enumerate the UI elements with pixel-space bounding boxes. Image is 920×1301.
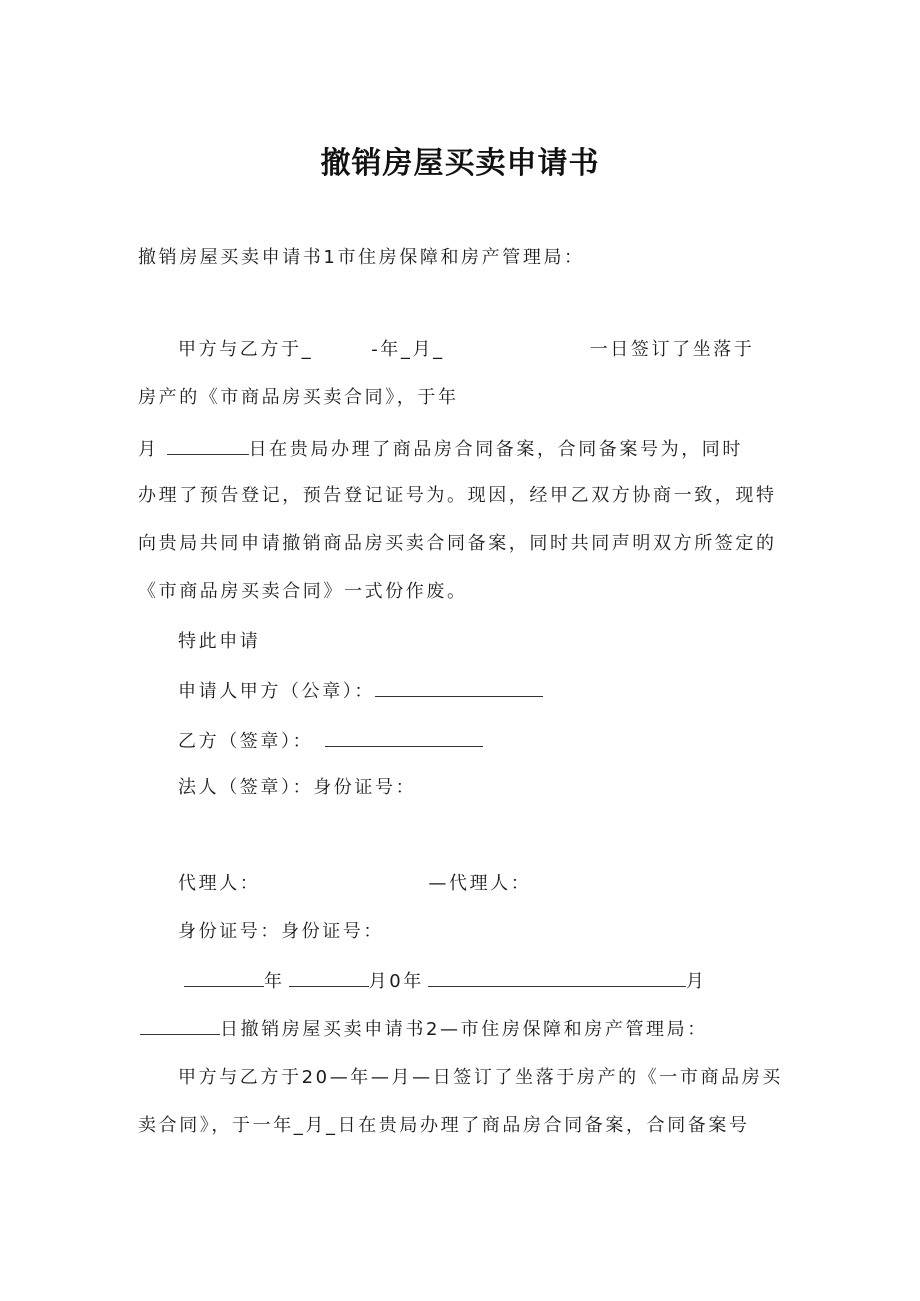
second-para-line2: 卖合同》，于一年_月_日在贵局办理了商品房合同备案，合同备案号 bbox=[138, 1115, 750, 1136]
para1-line5: 向贵局共同申请撤销商品房买卖合同备案，同时共同声明双方所签定的 bbox=[138, 533, 777, 554]
para1-line1-b: -年_月_ bbox=[371, 339, 445, 360]
applicant-a-label: 申请人甲方（公章）： bbox=[178, 681, 375, 702]
closing-text: 特此申请 bbox=[178, 631, 261, 652]
para1-line4: 办理了预告登记，预告登记证号为。现因，经甲乙双方协商一致，现特 bbox=[138, 485, 777, 506]
second-para-line1: 甲方与乙方于20—年—月—日签订了坐落于房产的《一市商品房买 bbox=[178, 1067, 783, 1088]
id-number-line: 身份证号：身份证号： bbox=[178, 921, 384, 942]
date-month: 月 bbox=[685, 971, 707, 992]
second-heading-line bbox=[140, 1016, 708, 1042]
blank-underline bbox=[428, 968, 686, 987]
para1-line2: 房产的《市商品房买卖合同》，于年 bbox=[138, 387, 459, 408]
para1-line1 bbox=[178, 338, 755, 362]
para1-line6: 《市商品房买卖合同》一式份作废。 bbox=[138, 581, 468, 602]
agent-b-label: —代理人： bbox=[428, 873, 532, 894]
blank-underline bbox=[289, 968, 369, 987]
para1-line1-c: 一日签订了坐落于 bbox=[589, 339, 755, 360]
para1-line3-b: 日在贵局办理了商品房合同备案，合同备案号为，同时 bbox=[248, 439, 744, 460]
para1-line3-a: 月 bbox=[138, 439, 159, 460]
agent-line bbox=[178, 872, 531, 896]
second-heading: 日撤销房屋买卖申请书2—市住房保障和房产管理局： bbox=[220, 1019, 708, 1040]
date-year: 年 bbox=[264, 971, 285, 992]
para1-line1-a: 甲方与乙方于_ bbox=[178, 339, 314, 360]
addressee-line: 撤销房屋买卖申请书1市住房保障和房产管理局： bbox=[138, 247, 585, 268]
applicant-b-label: 乙方（签章）： bbox=[178, 731, 314, 752]
applicant-b-line bbox=[178, 728, 483, 754]
date-month0: 月0年 bbox=[368, 971, 424, 992]
blank-underline bbox=[167, 436, 249, 455]
applicant-a-line bbox=[178, 678, 543, 704]
blank-underline bbox=[184, 968, 264, 987]
signature-underline bbox=[375, 678, 543, 697]
agent-a-label: 代理人： bbox=[178, 873, 261, 894]
date-line bbox=[184, 968, 706, 994]
legal-line: 法人（签章）：身份证号： bbox=[178, 777, 417, 798]
blank-underline bbox=[140, 1016, 220, 1035]
para1-line3 bbox=[138, 436, 743, 462]
document-title: 撤销房屋买卖申请书 bbox=[320, 146, 600, 181]
signature-underline bbox=[325, 728, 483, 747]
